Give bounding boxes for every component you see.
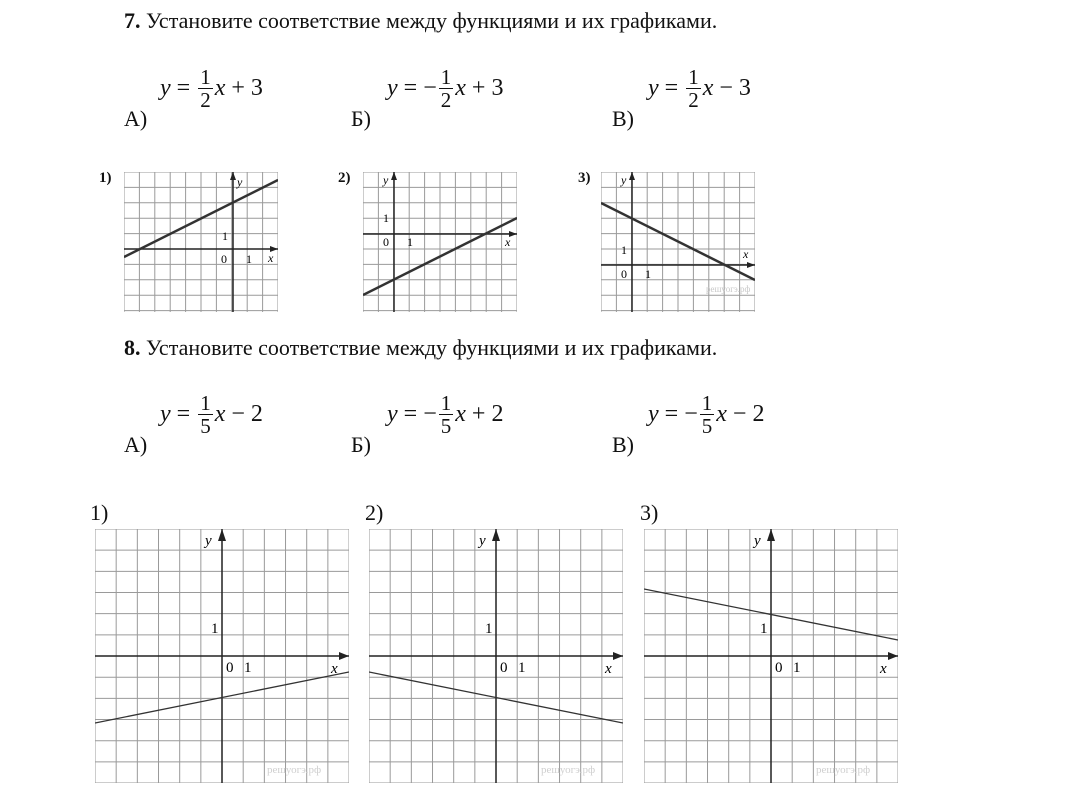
formula-lhs: y — [648, 75, 659, 101]
x-axis-label: x — [268, 251, 274, 265]
origin-label: 0 — [226, 660, 234, 676]
formula-lhs: y — [387, 401, 398, 427]
x-tick-label: 1 — [246, 252, 252, 266]
fraction-numerator: 1 — [701, 391, 713, 415]
task-8-option-c — [612, 392, 852, 462]
y-axis-label: y — [383, 173, 389, 187]
task-8-graph-2-label: 2) — [365, 500, 384, 525]
x-axis-label: x — [605, 661, 612, 677]
formula-sign: − — [423, 401, 437, 427]
task-7-number: 7. — [124, 8, 141, 33]
formula-var: x — [455, 75, 466, 101]
formula-lhs: y — [648, 401, 659, 427]
task-7-option-a — [124, 66, 344, 136]
fraction — [439, 392, 454, 437]
watermark: решуогэ.рф — [706, 284, 751, 294]
y-axis-label: y — [237, 175, 243, 189]
fraction-denominator: 5 — [701, 414, 713, 438]
formula-eq: = — [403, 75, 418, 101]
fraction-denominator: 5 — [200, 414, 211, 438]
task-7-option-c — [612, 66, 852, 136]
task-8-number: 8. — [124, 335, 141, 360]
y-axis-arrow — [492, 529, 500, 541]
formula-const: 3 — [250, 75, 263, 101]
y-tick-label: 1 — [485, 621, 493, 637]
task-7-graph-1 — [124, 172, 278, 312]
formula — [160, 66, 263, 111]
fraction-denominator: 5 — [440, 414, 452, 438]
watermark: решуогэ.рф — [816, 764, 871, 776]
formula — [387, 392, 503, 437]
watermark: решуогэ.рф — [541, 764, 596, 776]
formula-const: 3 — [491, 75, 504, 101]
formula-op: − — [231, 401, 245, 427]
task-8-title — [124, 335, 717, 361]
y-axis-label: y — [754, 533, 761, 549]
option-label: Б) — [351, 106, 371, 131]
formula-var: x — [214, 75, 226, 101]
fraction-denominator: 2 — [200, 88, 211, 112]
fraction-numerator: 1 — [200, 65, 211, 89]
task-8-graph-1 — [95, 529, 349, 783]
formula-op: + — [231, 75, 245, 101]
formula-eq: = — [176, 401, 191, 427]
y-axis-arrow — [218, 529, 226, 541]
x-axis-label: x — [880, 661, 887, 677]
task-8-option-b — [351, 392, 591, 462]
origin-label: 0 — [500, 660, 508, 676]
formula-const: 3 — [738, 75, 751, 101]
x-tick-label: 1 — [793, 660, 801, 676]
formula-const: 2 — [752, 401, 765, 427]
x-axis-label: x — [743, 247, 749, 261]
fraction-numerator: 1 — [688, 65, 699, 89]
formula-sign: − — [423, 75, 437, 101]
y-axis-arrow — [230, 172, 236, 180]
formula-eq: = — [403, 401, 418, 427]
formula-eq: = — [664, 401, 679, 427]
formula — [387, 66, 503, 111]
grid — [124, 172, 278, 312]
y-tick-label: 1 — [383, 211, 389, 225]
formula-var: x — [214, 401, 226, 427]
y-tick-label: 1 — [621, 243, 627, 257]
fraction — [686, 66, 701, 111]
origin-label: 0 — [383, 235, 389, 249]
formula-op: + — [471, 75, 486, 101]
task-8-graph-1-label: 1) — [90, 500, 109, 525]
y-axis-label: y — [479, 533, 486, 549]
option-label: В) — [612, 432, 634, 457]
fraction — [198, 66, 213, 111]
formula-const: 2 — [491, 401, 504, 427]
option-label: Б) — [351, 432, 371, 457]
x-axis-label: x — [505, 235, 511, 249]
fraction-denominator: 2 — [688, 88, 699, 112]
x-tick-label: 1 — [645, 267, 651, 281]
fraction — [439, 66, 454, 111]
task-7-text: Установите соответствие между функциями и их графиками. — [140, 8, 718, 33]
fraction-numerator: 1 — [440, 65, 452, 89]
formula-op: − — [719, 75, 733, 101]
task-7-graph-2 — [363, 172, 517, 312]
y-axis-label: y — [205, 533, 212, 549]
y-tick-label: 1 — [222, 229, 228, 243]
task-7-graph-3 — [601, 172, 755, 312]
x-axis-arrow — [339, 652, 349, 660]
formula-var: x — [702, 75, 714, 101]
formula — [160, 392, 263, 437]
fraction — [198, 392, 213, 437]
task-7-graph-1-label: 1) — [99, 170, 112, 186]
task-7-graph-2-label: 2) — [338, 170, 351, 186]
task-7-title — [124, 8, 717, 34]
task-7-graph-3-label: 3) — [578, 170, 591, 186]
y-axis-label: y — [621, 173, 627, 187]
formula — [648, 66, 751, 111]
x-axis-label: x — [331, 661, 338, 677]
option-label: А) — [124, 106, 148, 131]
task-8-graph-3 — [644, 529, 898, 783]
formula-const: 2 — [250, 401, 263, 427]
fraction-numerator: 1 — [440, 391, 452, 415]
option-label: В) — [612, 106, 634, 131]
x-tick-label: 1 — [407, 235, 413, 249]
fraction — [700, 392, 715, 437]
formula-eq: = — [664, 75, 679, 101]
y-axis-arrow — [767, 529, 775, 541]
formula-var: x — [716, 401, 727, 427]
x-axis-arrow — [613, 652, 623, 660]
x-axis-arrow — [747, 262, 755, 268]
option-label: А) — [124, 432, 148, 457]
formula-lhs: y — [387, 75, 398, 101]
y-axis-arrow — [391, 172, 397, 180]
task-8-graph-3-label: 3) — [640, 500, 659, 525]
formula-lhs: y — [160, 401, 171, 427]
formula-op: − — [732, 401, 747, 427]
y-axis-arrow — [629, 172, 635, 180]
fraction-denominator: 2 — [440, 88, 452, 112]
formula-eq: = — [176, 75, 191, 101]
origin-label: 0 — [621, 267, 627, 281]
y-tick-label: 1 — [760, 621, 768, 637]
formula-sign: − — [684, 401, 698, 427]
formula-op: + — [471, 401, 486, 427]
y-tick-label: 1 — [211, 621, 219, 637]
task-8-option-a — [124, 392, 344, 462]
fraction-numerator: 1 — [200, 391, 211, 415]
x-axis-arrow — [888, 652, 898, 660]
task-7-option-b — [351, 66, 591, 136]
formula — [648, 392, 764, 437]
formula-var: x — [455, 401, 466, 427]
formula-lhs: y — [160, 75, 171, 101]
watermark: решуогэ.рф — [267, 764, 322, 776]
task-8-graph-2 — [369, 529, 623, 783]
origin-label: 0 — [221, 252, 227, 266]
x-tick-label: 1 — [518, 660, 526, 676]
x-tick-label: 1 — [244, 660, 252, 676]
origin-label: 0 — [775, 660, 783, 676]
task-8-text: Установите соответствие между функциями и их графиками. — [140, 335, 718, 360]
